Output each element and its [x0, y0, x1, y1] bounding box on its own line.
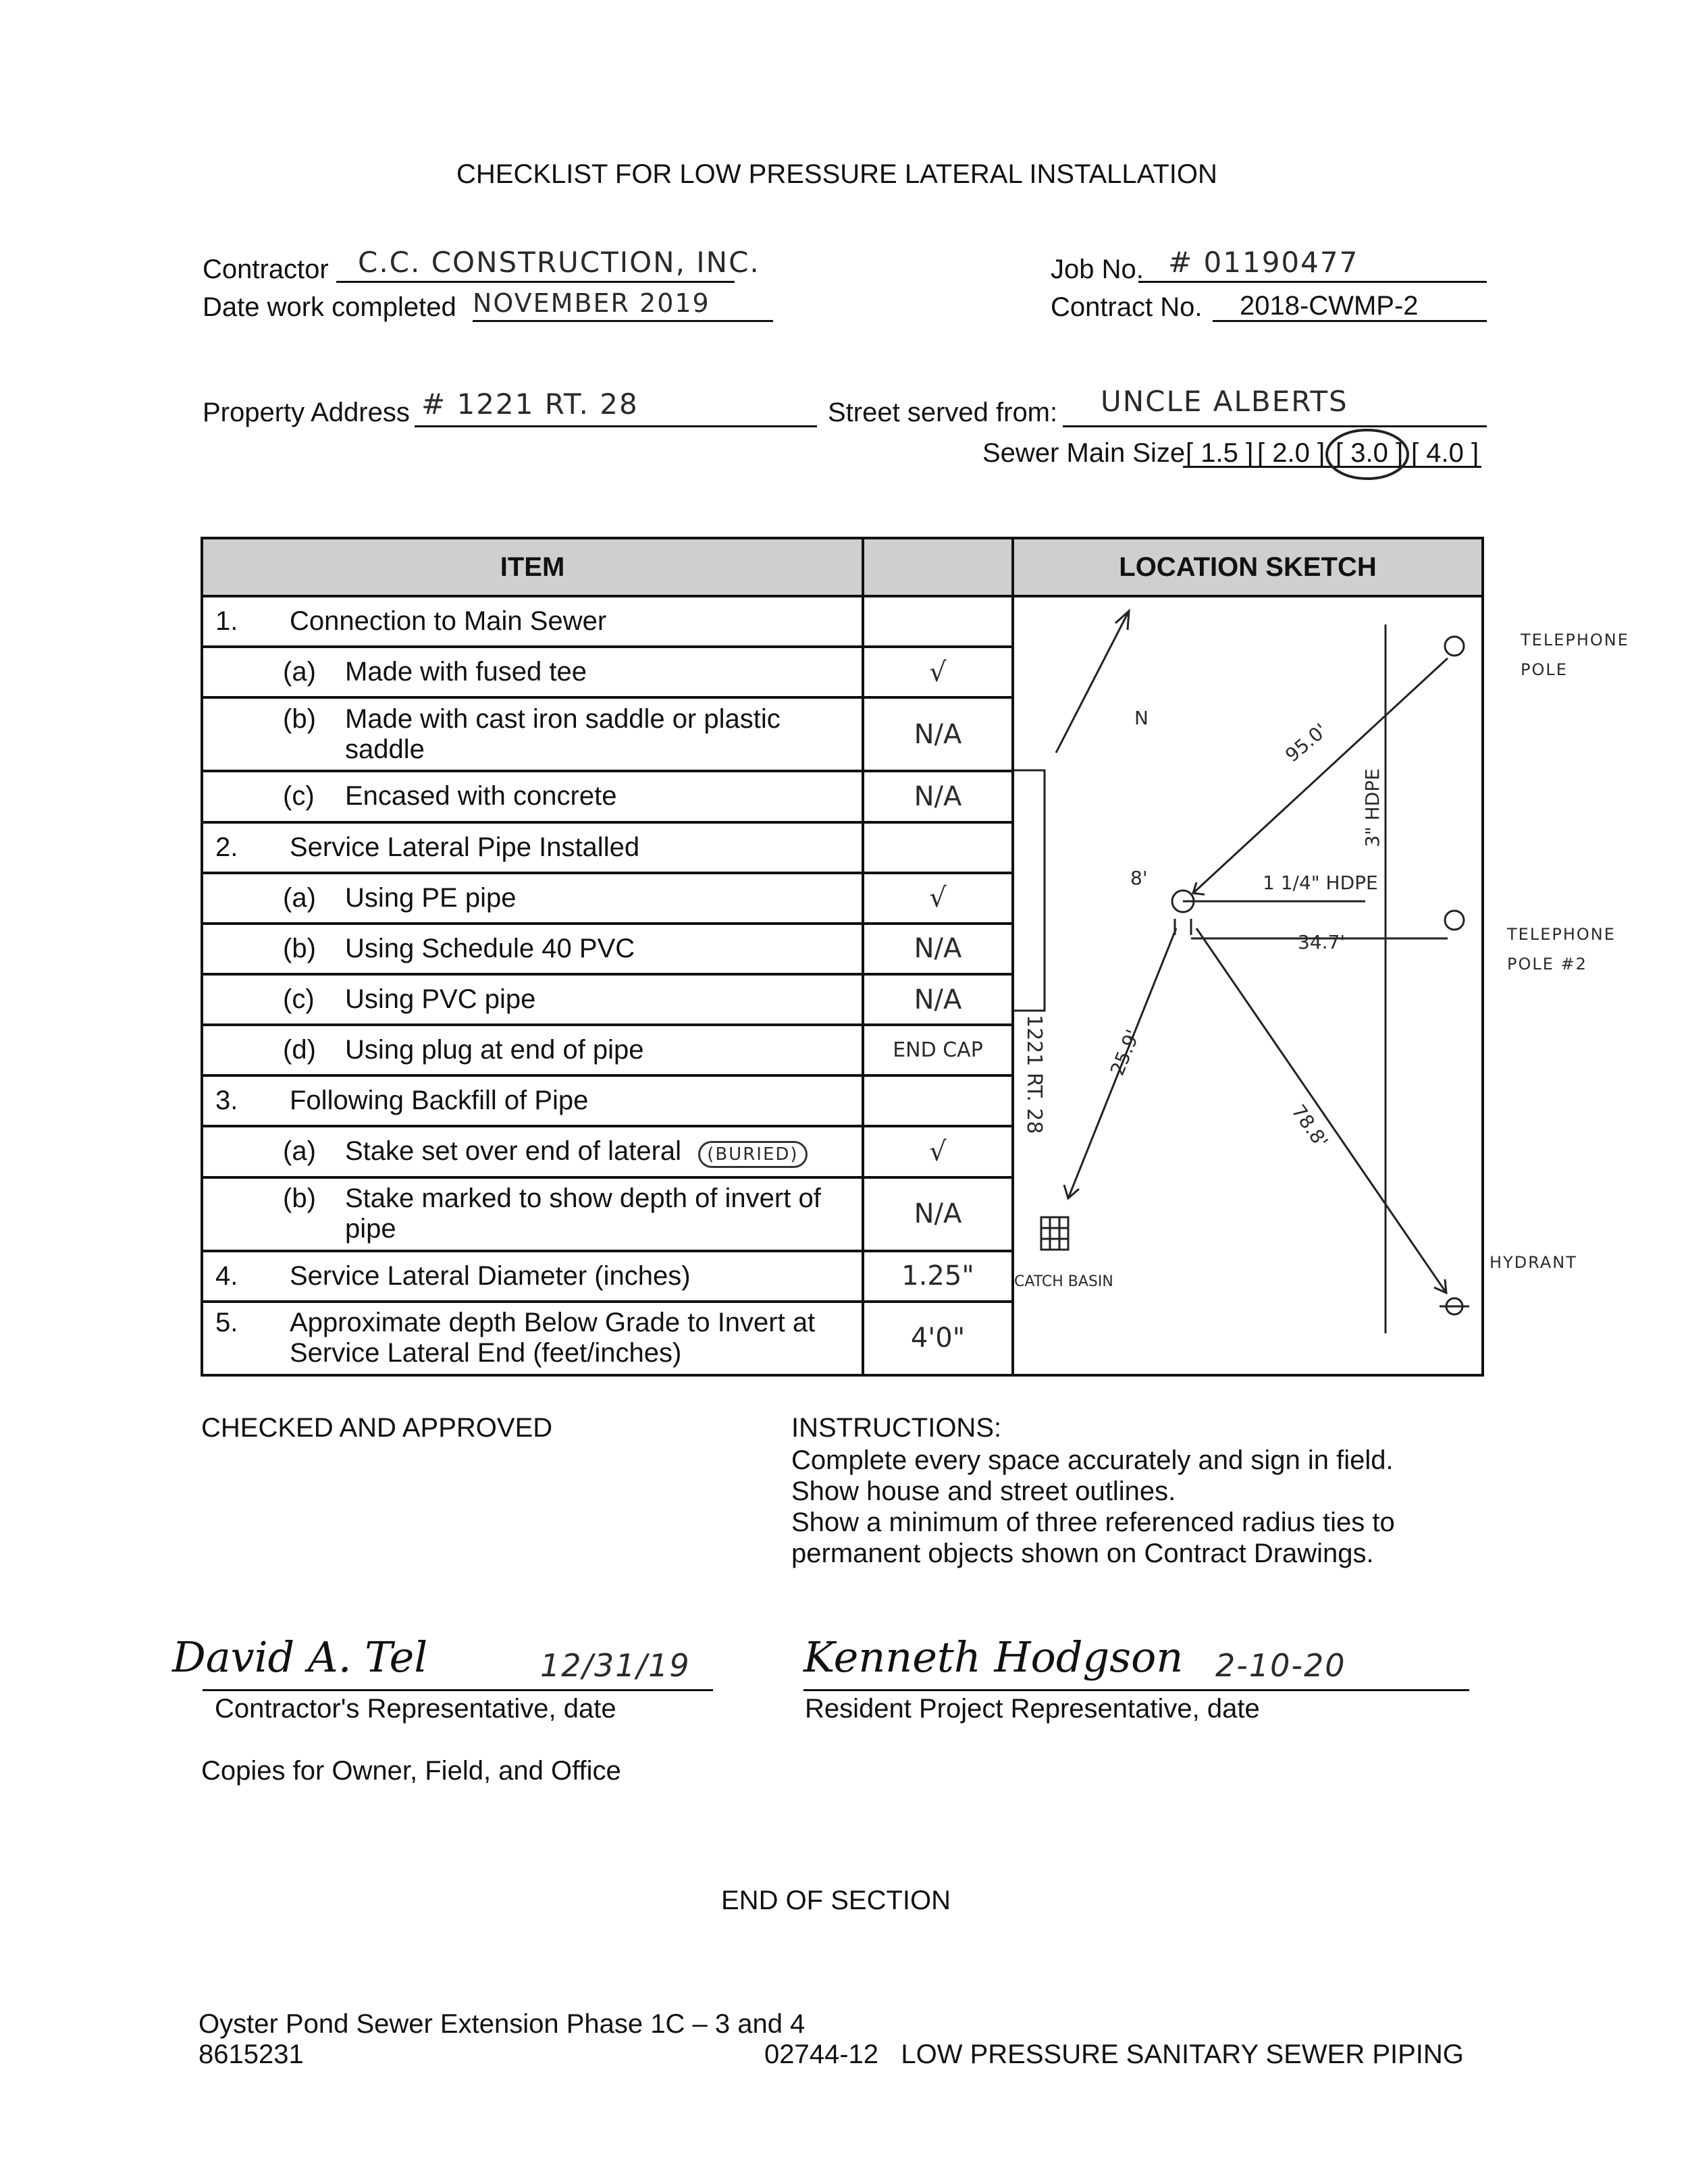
- table-row: 1. Connection to Main Sewer N 1 1/4" HDPE 8' 34.7' 95.0' 25.9' 78.8' 3" HDPE 1221 RT. 28 CATCH BASIN: [202, 596, 1483, 647]
- instructions-heading: INSTRUCTIONS:: [791, 1413, 1002, 1443]
- table-row: 3. Following Backfill of Pipe: [202, 1075, 1483, 1126]
- tie-78: [1196, 928, 1446, 1293]
- main-size-2-0[interactable]: [ 2.0 ]: [1257, 438, 1325, 468]
- table-row: (b) Stake marked to show depth of invert of pipe N/A: [202, 1177, 1483, 1251]
- resident-rep-label: Resident Project Representative, date: [805, 1694, 1260, 1724]
- pole-1-label: TELEPHONE POLE: [1521, 631, 1629, 679]
- north-label: N: [1134, 707, 1149, 729]
- job-no-label: Job No.: [1051, 255, 1144, 284]
- sewer-main-size-label: Sewer Main Size: [982, 438, 1186, 468]
- main-size-4-0[interactable]: [ 4.0 ]: [1411, 438, 1479, 468]
- house-outline: [1014, 770, 1045, 1011]
- mark-header: [863, 538, 1013, 596]
- instruction-line: Complete every space accurately and sign in field.: [791, 1445, 1394, 1475]
- item-header: ITEM: [202, 538, 863, 596]
- contractor-rep-label: Contractor's Representative, date: [215, 1694, 616, 1724]
- main-size-3-0[interactable]: [ 3.0 ]: [1336, 438, 1404, 468]
- instruction-line: Show house and street outlines.: [791, 1476, 1176, 1506]
- size-selected-circle: [1323, 424, 1411, 485]
- mark-2d[interactable]: END CAP: [863, 1025, 1013, 1075]
- table-row: (b) Made with cast iron saddle or plastic saddle N/A: [202, 697, 1483, 771]
- mark-2b[interactable]: N/A: [863, 924, 1013, 974]
- main-label: 3" HDPE: [1361, 768, 1383, 847]
- street-served-value[interactable]: UNCLE ALBERTS: [1101, 385, 1348, 418]
- mark-4[interactable]: 1.25": [863, 1251, 1013, 1302]
- checked-approved: CHECKED AND APPROVED: [201, 1413, 553, 1443]
- house-label: 1221 RT. 28: [1022, 1015, 1046, 1134]
- contractor-sign-date[interactable]: 12/31/19: [540, 1647, 691, 1684]
- mark-1[interactable]: [863, 596, 1013, 647]
- mark-2a[interactable]: √: [863, 873, 1013, 924]
- property-address-value[interactable]: # 1221 RT. 28: [421, 388, 639, 421]
- job-no-value[interactable]: # 01190477: [1168, 246, 1359, 279]
- mark-1b[interactable]: N/A: [863, 697, 1013, 771]
- location-sketch: [1013, 596, 1483, 1375]
- mark-3[interactable]: [863, 1075, 1013, 1126]
- catch-basin-icon: [1041, 1217, 1068, 1250]
- contract-no-label: Contract No.: [1051, 292, 1203, 322]
- pole-1-icon: [1445, 637, 1464, 656]
- table-row: (d) Using plug at end of pipe END CAP: [202, 1025, 1483, 1075]
- property-address-label: Property Address: [203, 398, 410, 427]
- mark-3b[interactable]: N/A: [863, 1177, 1013, 1251]
- hydrant-label: HYDRANT: [1489, 1253, 1577, 1272]
- tie-34-label: 34.7': [1298, 931, 1346, 953]
- table-row: 4. Service Lateral Diameter (inches) 1.25": [202, 1251, 1483, 1302]
- sketch-drawing: [1014, 597, 1481, 1374]
- instruction-line: permanent objects shown on Contract Drawings.: [791, 1539, 1374, 1568]
- stub-label: 8': [1130, 867, 1148, 889]
- table-row: 2. Service Lateral Pipe Installed: [202, 822, 1483, 873]
- table-row: (c) Encased with concrete N/A: [202, 771, 1483, 822]
- date-completed-label: Date work completed: [203, 292, 456, 322]
- contractor-value[interactable]: C.C. CONSTRUCTION, INC.: [358, 246, 760, 279]
- table-row: 5. Approximate depth Below Grade to Invert at Service Lateral End (feet/inches) 4'0": [202, 1302, 1483, 1375]
- main-size-1-5[interactable]: [ 1.5 ]: [1186, 438, 1254, 468]
- lateral-label: 1 1/4" HDPE: [1263, 872, 1378, 894]
- pole-2-icon: [1445, 911, 1464, 930]
- street-served-label: Street served from:: [828, 398, 1058, 427]
- end-of-section: END OF SECTION: [721, 1886, 951, 1915]
- date-completed-value[interactable]: NOVEMBER 2019: [473, 288, 710, 318]
- table-row: (c) Using PVC pipe N/A: [202, 974, 1483, 1025]
- copies-note: Copies for Owner, Field, and Office: [201, 1756, 621, 1786]
- mark-1a[interactable]: √: [863, 647, 1013, 697]
- mark-2[interactable]: [863, 822, 1013, 873]
- contractor-signature[interactable]: David A. Tel: [172, 1632, 428, 1682]
- resident-sign-date[interactable]: 2-10-20: [1215, 1647, 1346, 1684]
- tie-78-label: 78.8': [1287, 1100, 1333, 1152]
- sketch-header: LOCATION SKETCH: [1013, 538, 1483, 596]
- mark-3a[interactable]: √: [863, 1126, 1013, 1177]
- mark-5[interactable]: 4'0": [863, 1302, 1013, 1375]
- tie-25-label: 25.9': [1105, 1026, 1144, 1079]
- footer-number: 8615231: [199, 2040, 304, 2069]
- mark-1c[interactable]: N/A: [863, 771, 1013, 822]
- contract-no-value[interactable]: 2018-CWMP-2: [1240, 291, 1419, 321]
- pole-2-label: TELEPHONE POLE #2: [1507, 925, 1616, 974]
- instruction-line: Show a minimum of three referenced radius ties to: [791, 1508, 1395, 1537]
- page-title: CHECKLIST FOR LOW PRESSURE LATERAL INSTALLATION: [456, 159, 1217, 189]
- table-row: (a) Stake set over end of lateral (BURIED) √: [202, 1126, 1483, 1177]
- buried-note: (BURIED): [698, 1141, 807, 1168]
- tie-95: [1193, 658, 1448, 893]
- footer-project: Oyster Pond Sewer Extension Phase 1C – 3 and 4: [199, 2009, 806, 2039]
- table-row: (b) Using Schedule 40 PVC N/A: [202, 924, 1483, 974]
- contractor-label: Contractor: [203, 255, 329, 284]
- checklist-table: [201, 537, 1484, 1377]
- tie-95-label: 95.0': [1281, 719, 1332, 767]
- catch-basin-label: CATCH BASIN: [1014, 1273, 1113, 1290]
- north-arrow: [1056, 611, 1129, 753]
- footer-section: 02744-12 LOW PRESSURE SANITARY SEWER PIPING: [764, 2040, 1464, 2069]
- mark-2c[interactable]: N/A: [863, 974, 1013, 1025]
- resident-signature[interactable]: Kenneth Hodgson: [803, 1632, 1184, 1682]
- table-row: (a) Using PE pipe √: [202, 873, 1483, 924]
- table-row: (a) Made with fused tee √: [202, 647, 1483, 697]
